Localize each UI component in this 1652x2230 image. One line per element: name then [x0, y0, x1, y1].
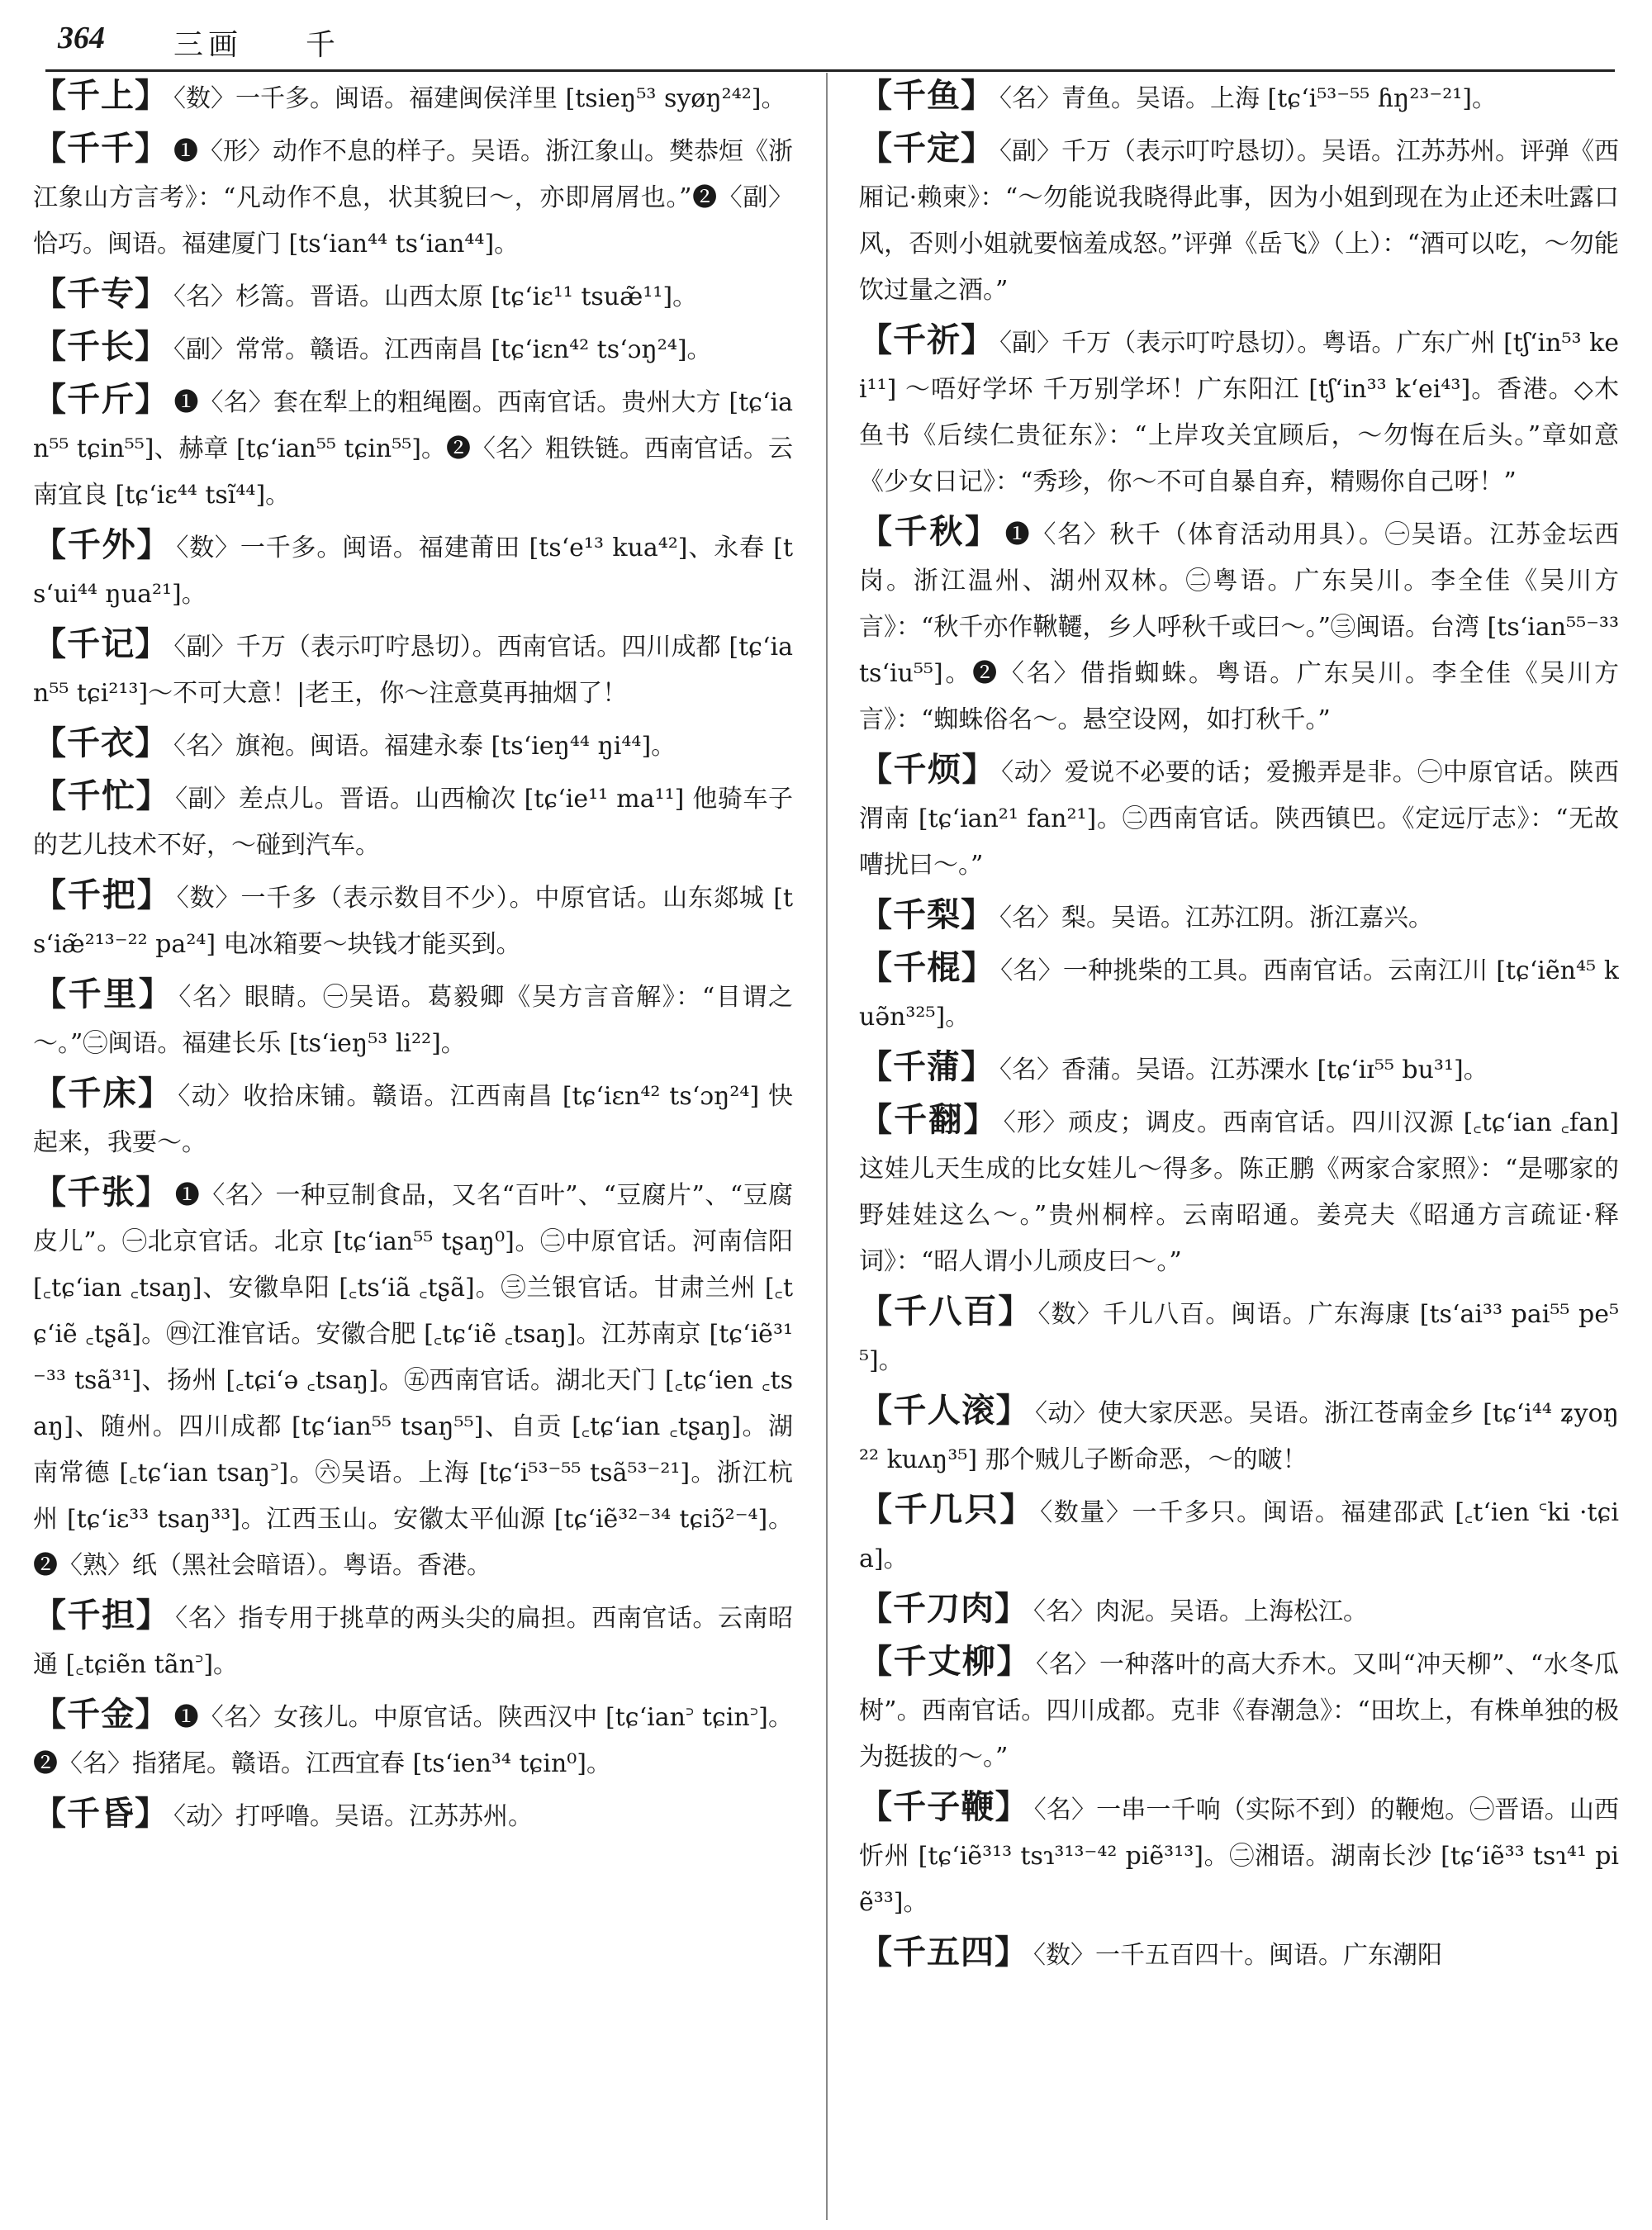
right-column	[859, 73, 1619, 2220]
entry-text: 〈副〉千万（表示叮咛恳切）。粤语。广东广州 [tʃ‘in⁵³ kei¹¹] ～唔好学坏 千万别学坏！广东阳江 [tʃ‘in³³ k‘ei⁴³]。香港。◇木鱼书《后续仁贵征东》：“上岸攻关宜顾后，～勿悔在后头。”章如意《少女日记》：“秀珍，你～不可自暴自弃，精赐你自己呀！”	[859, 329, 1619, 496]
entry-headword: 【千祈】	[859, 321, 995, 359]
entry-text: 〈数〉千儿八百。闽语。广东海康 [ts‘ai³³ pai⁵⁵ pe⁵⁵]。	[859, 1300, 1619, 1375]
dictionary-entry	[33, 522, 793, 618]
dictionary-entry	[33, 324, 793, 373]
entry-text: 〈数〉一千多。闽语。福建闽侯洋里 [tsieŋ⁵³ syøŋ²⁴²]。	[173, 84, 786, 113]
entry-text: 〈数〉一千五百四十。闽语。广东潮阳	[1033, 1941, 1442, 1970]
entry-headword: 【千床】	[33, 1075, 173, 1113]
entry-headword: 【千记】	[33, 625, 169, 663]
entry-headword: 【千翻】	[859, 1101, 999, 1139]
dictionary-entry	[33, 971, 793, 1067]
entry-headword: 【千梨】	[859, 896, 995, 934]
entry-text: 〈名〉肉泥。吴语。上海松江。	[1033, 1597, 1368, 1626]
entry-headword: 【千千】	[33, 130, 169, 168]
dictionary-entry	[859, 1487, 1619, 1582]
dictionary-entry	[859, 1097, 1619, 1285]
entry-text: ❶〈名〉一种豆制食品，又名“百叶”、“豆腐片”、“豆腐皮儿”。㊀北京官话。北京 [tɕ‘ian⁵⁵ tʂaŋ⁰]。㊁中原官话。河南信阳 [꜀tɕ‘ian ꜀tsaŋ]、安徽阜阳 [꜀ts‘iã ꜀tʂã]。㊂兰银官话。甘肃兰州 [꜀tɕ‘iẽ ꜀tʂã]。㊃江淮官话。安徽合肥 [꜀tɕ‘iẽ ꜀tsaŋ]。江苏南京 [tɕ‘iẽ³¹⁻³³ tsã³¹]、扬州 [꜀tɕi‘ə ꜀tsaŋ]。㊄西南官话。湖北天门 [꜀tɕ‘ien ꜀tsaŋ]、随州。四川成都 [tɕ‘ian⁵⁵ tsaŋ⁵⁵]、自贡 [꜀tɕ‘ian ꜀tʂaŋ]。湖南常德 [꜀tɕ‘ian tsaŋ꜄]。㊅吴语。上海 [tɕ‘i⁵³⁻⁵⁵ tsã⁵³⁻²¹]。浙江杭州 [tɕ‘iɛ³³ tsaŋ³³]。江西玉山。安徽太平仙源 [tɕ‘iẽ³²⁻³⁴ tɕiɔ̃²⁻⁴]。❷〈熟〉纸（黑社会暗语）。粤语。香港。	[33, 1181, 793, 1580]
dictionary-entry	[859, 1784, 1619, 1926]
header-section: 三画	[173, 28, 244, 62]
dictionary-entry	[859, 1388, 1619, 1483]
entry-text: ❶〈形〉动作不息的样子。吴语。浙江象山。樊恭烜《浙江象山方言考》：“凡动作不息，状其貌曰～，亦即屑屑也。”❷〈副〉恰巧。闽语。福建厦门 [ts‘ian⁴⁴ ts‘ian⁴⁴]。	[33, 137, 793, 259]
entry-text: ❶〈名〉套在犁上的粗绳圈。西南官话。贵州大方 [tɕ‘ian⁵⁵ tɕin⁵⁵]、赫章 [tɕ‘ian⁵⁵ tɕin⁵⁵]。❷〈名〉粗铁链。西南官话。云南宜良 [tɕ‘iɛ⁴⁴ tsĩ⁴⁴]。	[33, 388, 793, 510]
dictionary-entry	[859, 1639, 1619, 1781]
dictionary-entry	[33, 872, 793, 968]
entry-headword: 【千八百】	[859, 1293, 1033, 1331]
dictionary-entry	[859, 1586, 1619, 1635]
dictionary-entry	[33, 126, 793, 268]
entry-text: 〈副〉千万（表示叮咛恳切）。吴语。江苏苏州。评弹《西厢记·赖柬》：“～勿能说我晓得此事，因为小姐到现在为止还未吐露口风，否则小姐就要恼羞成怒。”评弹《岳飞》（上）：“酒可以吃，～勿能饮过量之酒。”	[859, 137, 1619, 305]
dictionary-entry	[859, 126, 1619, 314]
entry-text: 〈动〉爱说不必要的话；爱搬弄是非。㊀中原官话。陕西渭南 [tɕ‘ian²¹ fan²¹]。㊁西南官话。陕西镇巴。《定远厅志》：“无故嘈扰曰～。”	[859, 758, 1619, 880]
dictionary-entry	[33, 1070, 793, 1166]
dictionary-entry	[859, 317, 1619, 505]
dictionary-entry	[33, 1791, 793, 1840]
entry-headword: 【千子鞭】	[859, 1788, 1029, 1826]
dictionary-entry	[859, 747, 1619, 889]
entry-headword: 【千烦】	[859, 751, 997, 789]
dictionary-entry	[33, 773, 793, 869]
entry-text: 〈名〉一种挑柴的工具。西南官话。云南江川 [tɕ‘iẽn⁴⁵ kuə̃n³²⁵]。	[859, 956, 1619, 1032]
entry-headword: 【千里】	[33, 975, 174, 1013]
entry-headword: 【千把】	[33, 876, 172, 914]
dictionary-entry	[33, 720, 793, 770]
entry-headword: 【千衣】	[33, 724, 169, 762]
dictionary-entry	[33, 271, 793, 320]
entry-text: 〈名〉香蒲。吴语。江苏溧水 [tɕ‘iɪ⁵⁵ bu³¹]。	[999, 1056, 1488, 1084]
dictionary-entry	[859, 1288, 1619, 1384]
entry-headword: 【千人滚】	[859, 1392, 1031, 1430]
entry-headword: 【千刀肉】	[859, 1590, 1028, 1628]
entry-headword: 【千专】	[33, 275, 169, 313]
entry-headword: 【千上】	[33, 77, 169, 115]
dictionary-entry	[859, 892, 1619, 942]
entry-text: 〈名〉一种落叶的高大乔木。又叫“冲天柳”、“水冬瓜树”。西南官话。四川成都。克非《春潮急》：“田坎上，有株单独的极为挺拔的～。”	[859, 1650, 1619, 1772]
left-column	[33, 73, 793, 2220]
entry-text: 〈数〉一千多（表示数目不少）。中原官话。山东郯城 [ts‘iæ̃²¹³⁻²² pa²⁴] 电冰箱要～块钱才能买到。	[33, 884, 793, 959]
entry-text: 〈动〉收拾床铺。赣语。江西南昌 [tɕ‘iɛn⁴² ts‘ɔŋ²⁴] 快起来，我要～。	[33, 1082, 793, 1157]
entry-text: 〈动〉使大家厌恶。吴语。浙江苍南金乡 [tɕ‘i⁴⁴ ʑyoŋ²² kuʌŋ³⁵] 那个贼儿子断命恶，～的啵！	[859, 1399, 1619, 1474]
dictionary-entry	[859, 1929, 1619, 1979]
dictionary-entry	[33, 377, 793, 519]
dictionary-entry	[859, 73, 1619, 122]
entry-text: 〈名〉一串一千响（实际不到）的鞭炮。㊀晋语。山西忻州 [tɕ‘iẽ³¹³ tsɿ³¹³⁻⁴² piẽ³¹³]。㊁湘语。湖南长沙 [tɕ‘iẽ³³ tsɿ⁴¹ piẽ³³]。	[859, 1796, 1619, 1917]
entry-text: ❶〈名〉女孩儿。中原官话。陕西汉中 [tɕ‘ian꜄ tɕin꜄]。❷〈名〉指猪尾。赣语。江西宜春 [ts‘ien³⁴ tɕin⁰]。	[33, 1703, 793, 1778]
entry-text: 〈名〉青鱼。吴语。上海 [tɕ‘i⁵³⁻⁵⁵ ɦŋ²³⁻²¹]。	[999, 84, 1497, 113]
entry-text: 〈形〉顽皮；调皮。西南官话。四川汉源 [꜀tɕ‘ian ꜀fan] 这娃儿天生成的比女娃儿～得多。陈正鹏《两家合家照》：“是哪家的野娃娃这么～。”贵州桐梓。云南昭通。姜亮夫《昭通方言疏证·释词》：“昭人谓小儿顽皮曰～。”	[859, 1108, 1619, 1276]
entry-text: 〈副〉差点儿。晋语。山西榆次 [tɕ‘ie¹¹ ma¹¹] 他骑车子的艺儿技术不好，～碰到汽车。	[33, 785, 793, 860]
entry-headword: 【千五四】	[859, 1933, 1028, 1971]
entry-text: 〈副〉常常。赣语。江西南昌 [tɕ‘iɛn⁴² ts‘ɔŋ²⁴]。	[173, 335, 712, 364]
dictionary-entry	[859, 509, 1619, 743]
page-number: 364	[58, 21, 105, 55]
entry-text: 〈数〉一千多。闽语。福建莆田 [ts‘e¹³ kua⁴²]、永春 [ts‘ui⁴⁴ ŋua²¹]。	[33, 534, 793, 609]
entry-headword: 【千棍】	[859, 949, 996, 987]
entry-text: 〈名〉梨。吴语。江苏江阴。浙江嘉兴。	[999, 904, 1433, 932]
entry-headword: 【千忙】	[33, 777, 171, 815]
entry-headword: 【千外】	[33, 526, 172, 564]
dictionary-entry	[33, 73, 793, 122]
header-char: 千	[306, 28, 336, 62]
dictionary-entry	[859, 1044, 1619, 1094]
column-divider	[826, 73, 828, 2220]
dictionary-entry	[859, 945, 1619, 1041]
entry-headword: 【千秋】	[859, 513, 1000, 551]
entry-text: 〈副〉千万（表示叮咛恳切）。西南官话。四川成都 [tɕ‘ian⁵⁵ tɕi²¹³]～不可大意！|老王，你～注意莫再抽烟了！	[33, 633, 793, 708]
entry-headword: 【千鱼】	[859, 77, 995, 115]
entry-headword: 【千斤】	[33, 381, 169, 419]
dictionary-entry	[33, 1170, 793, 1589]
entry-headword: 【千昏】	[33, 1795, 169, 1833]
entry-text: 〈数量〉一千多只。闽语。福建邵武 [꜀t‘ien ꜂ki ·tɕia]。	[859, 1498, 1619, 1573]
entry-text: 〈动〉打呼噜。吴语。江苏苏州。	[173, 1802, 533, 1831]
entry-text: 〈名〉杉篙。晋语。山西太原 [tɕ‘iɛ¹¹ tsuæ̃¹¹]。	[173, 282, 698, 311]
entry-headword: 【千张】	[33, 1174, 170, 1212]
entry-headword: 【千长】	[33, 328, 169, 366]
entry-headword: 【千定】	[859, 130, 995, 168]
entry-headword: 【千担】	[33, 1597, 171, 1635]
entry-headword: 【千丈柳】	[859, 1643, 1032, 1681]
entry-text: 〈名〉指专用于挑草的两头尖的扁担。西南官话。云南昭通 [꜀tɕiẽn tãn꜄]。	[33, 1604, 793, 1679]
entry-text: 〈名〉眼睛。㊀吴语。葛毅卿《吴方言音解》：“目谓之～。”㊁闽语。福建长乐 [ts‘ieŋ⁵³ li²²]。	[33, 983, 793, 1058]
dictionary-entry	[33, 1691, 793, 1787]
entry-headword: 【千蒲】	[859, 1048, 995, 1086]
entry-headword: 【千金】	[33, 1696, 169, 1734]
dictionary-entry	[33, 621, 793, 717]
entry-text: 〈名〉旗袍。闽语。福建永泰 [ts‘ieŋ⁴⁴ ŋi⁴⁴]。	[173, 732, 676, 761]
page-header	[45, 12, 1615, 72]
entry-text: ❶〈名〉秋千（体育活动用具）。㊀吴语。江苏金坛西岗。浙江温州、湖州双林。㊁粤语。广东吴川。李全佳《吴川方言》：“秋千亦作鞦韆，乡人呼秋千或曰～。”㊂闽语。台湾 [ts‘ian⁵⁵⁻³³ ts‘iu⁵⁵]。❷〈名〉借指蜘蛛。粤语。广东吴川。李全佳《吴川方言》：“蜘蛛俗名～。悬空设网，如打秋千。”	[859, 520, 1619, 734]
entry-headword: 【千几只】	[859, 1491, 1036, 1529]
dictionary-entry	[33, 1592, 793, 1688]
